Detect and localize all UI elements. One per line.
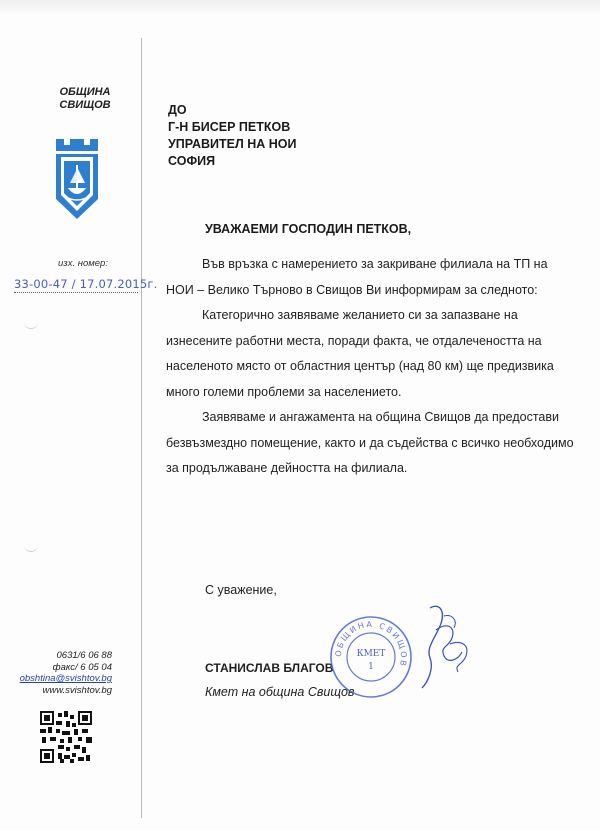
email-link[interactable]: obshtina@svishtov.bg	[19, 673, 112, 684]
municipality-line: ОБЩИНА	[59, 86, 111, 98]
salutation: УВАЖАЕМИ ГОСПОДИН ПЕТКОВ,	[205, 222, 412, 236]
recipient-line: ДО	[168, 103, 187, 117]
coat-of-arms-icon	[52, 137, 102, 221]
recipient-line: СОФИЯ	[168, 154, 216, 168]
body-paragraph: Заявяваме и ангажамента на община Свищов да предостави безвъзмездно помещение, както и да съдейства с всичко необходимо за продължаване дейността на филиала.	[166, 410, 574, 475]
signer-title: Кмет на община Свищов	[205, 685, 355, 699]
stamp-ring-text: ОБЩИНА СВИЩОВ	[333, 619, 409, 669]
closing-line: С уважение,	[205, 583, 277, 597]
margin-divider	[141, 38, 142, 818]
municipality-line: СВИЩОВ	[59, 99, 111, 111]
punch-mark	[24, 320, 38, 329]
scan-shadow	[0, 0, 600, 14]
fax-number: факс/ 6 05 04	[52, 661, 112, 673]
recipient-line: УПРАВИТЕЛ НА НОИ	[168, 137, 297, 151]
body-paragraph: Във връзка с намерението за закриване филиала на ТП на НОИ – Велико Търново в Свищов Ви информирам за следното:	[166, 257, 548, 297]
stamp-center-number: 1	[368, 662, 374, 672]
phone-number: 0631/6 06 88	[56, 650, 112, 661]
reference-label: изх. номер:	[58, 258, 108, 269]
website-link[interactable]: www.svishtov.bg	[42, 684, 112, 696]
stamp-center-word: КМЕТ	[356, 649, 386, 659]
municipality-name	[50, 86, 120, 112]
reference-number: 33-00-47 / 17.07.2015г.	[14, 277, 158, 291]
punch-mark	[24, 543, 38, 552]
reference-underline	[14, 292, 138, 294]
letter-body	[166, 252, 576, 482]
recipient-line: Г-Н БИСЕР ПЕТКОВ	[168, 120, 291, 134]
recipient-block	[168, 102, 297, 170]
handwritten-signature	[400, 600, 478, 692]
body-paragraph: Категорично заявяваме желанието си за запазване на изнесените работни места, поради факта, че отдалечеността на населеното място от областния център (над 80 км) ще предизвика много големи проблеми за населението.	[166, 308, 554, 399]
contact-block	[8, 650, 112, 696]
qr-code-icon	[40, 711, 92, 763]
signer-name: СТАНИСЛАВ БЛАГОВ	[205, 661, 334, 675]
